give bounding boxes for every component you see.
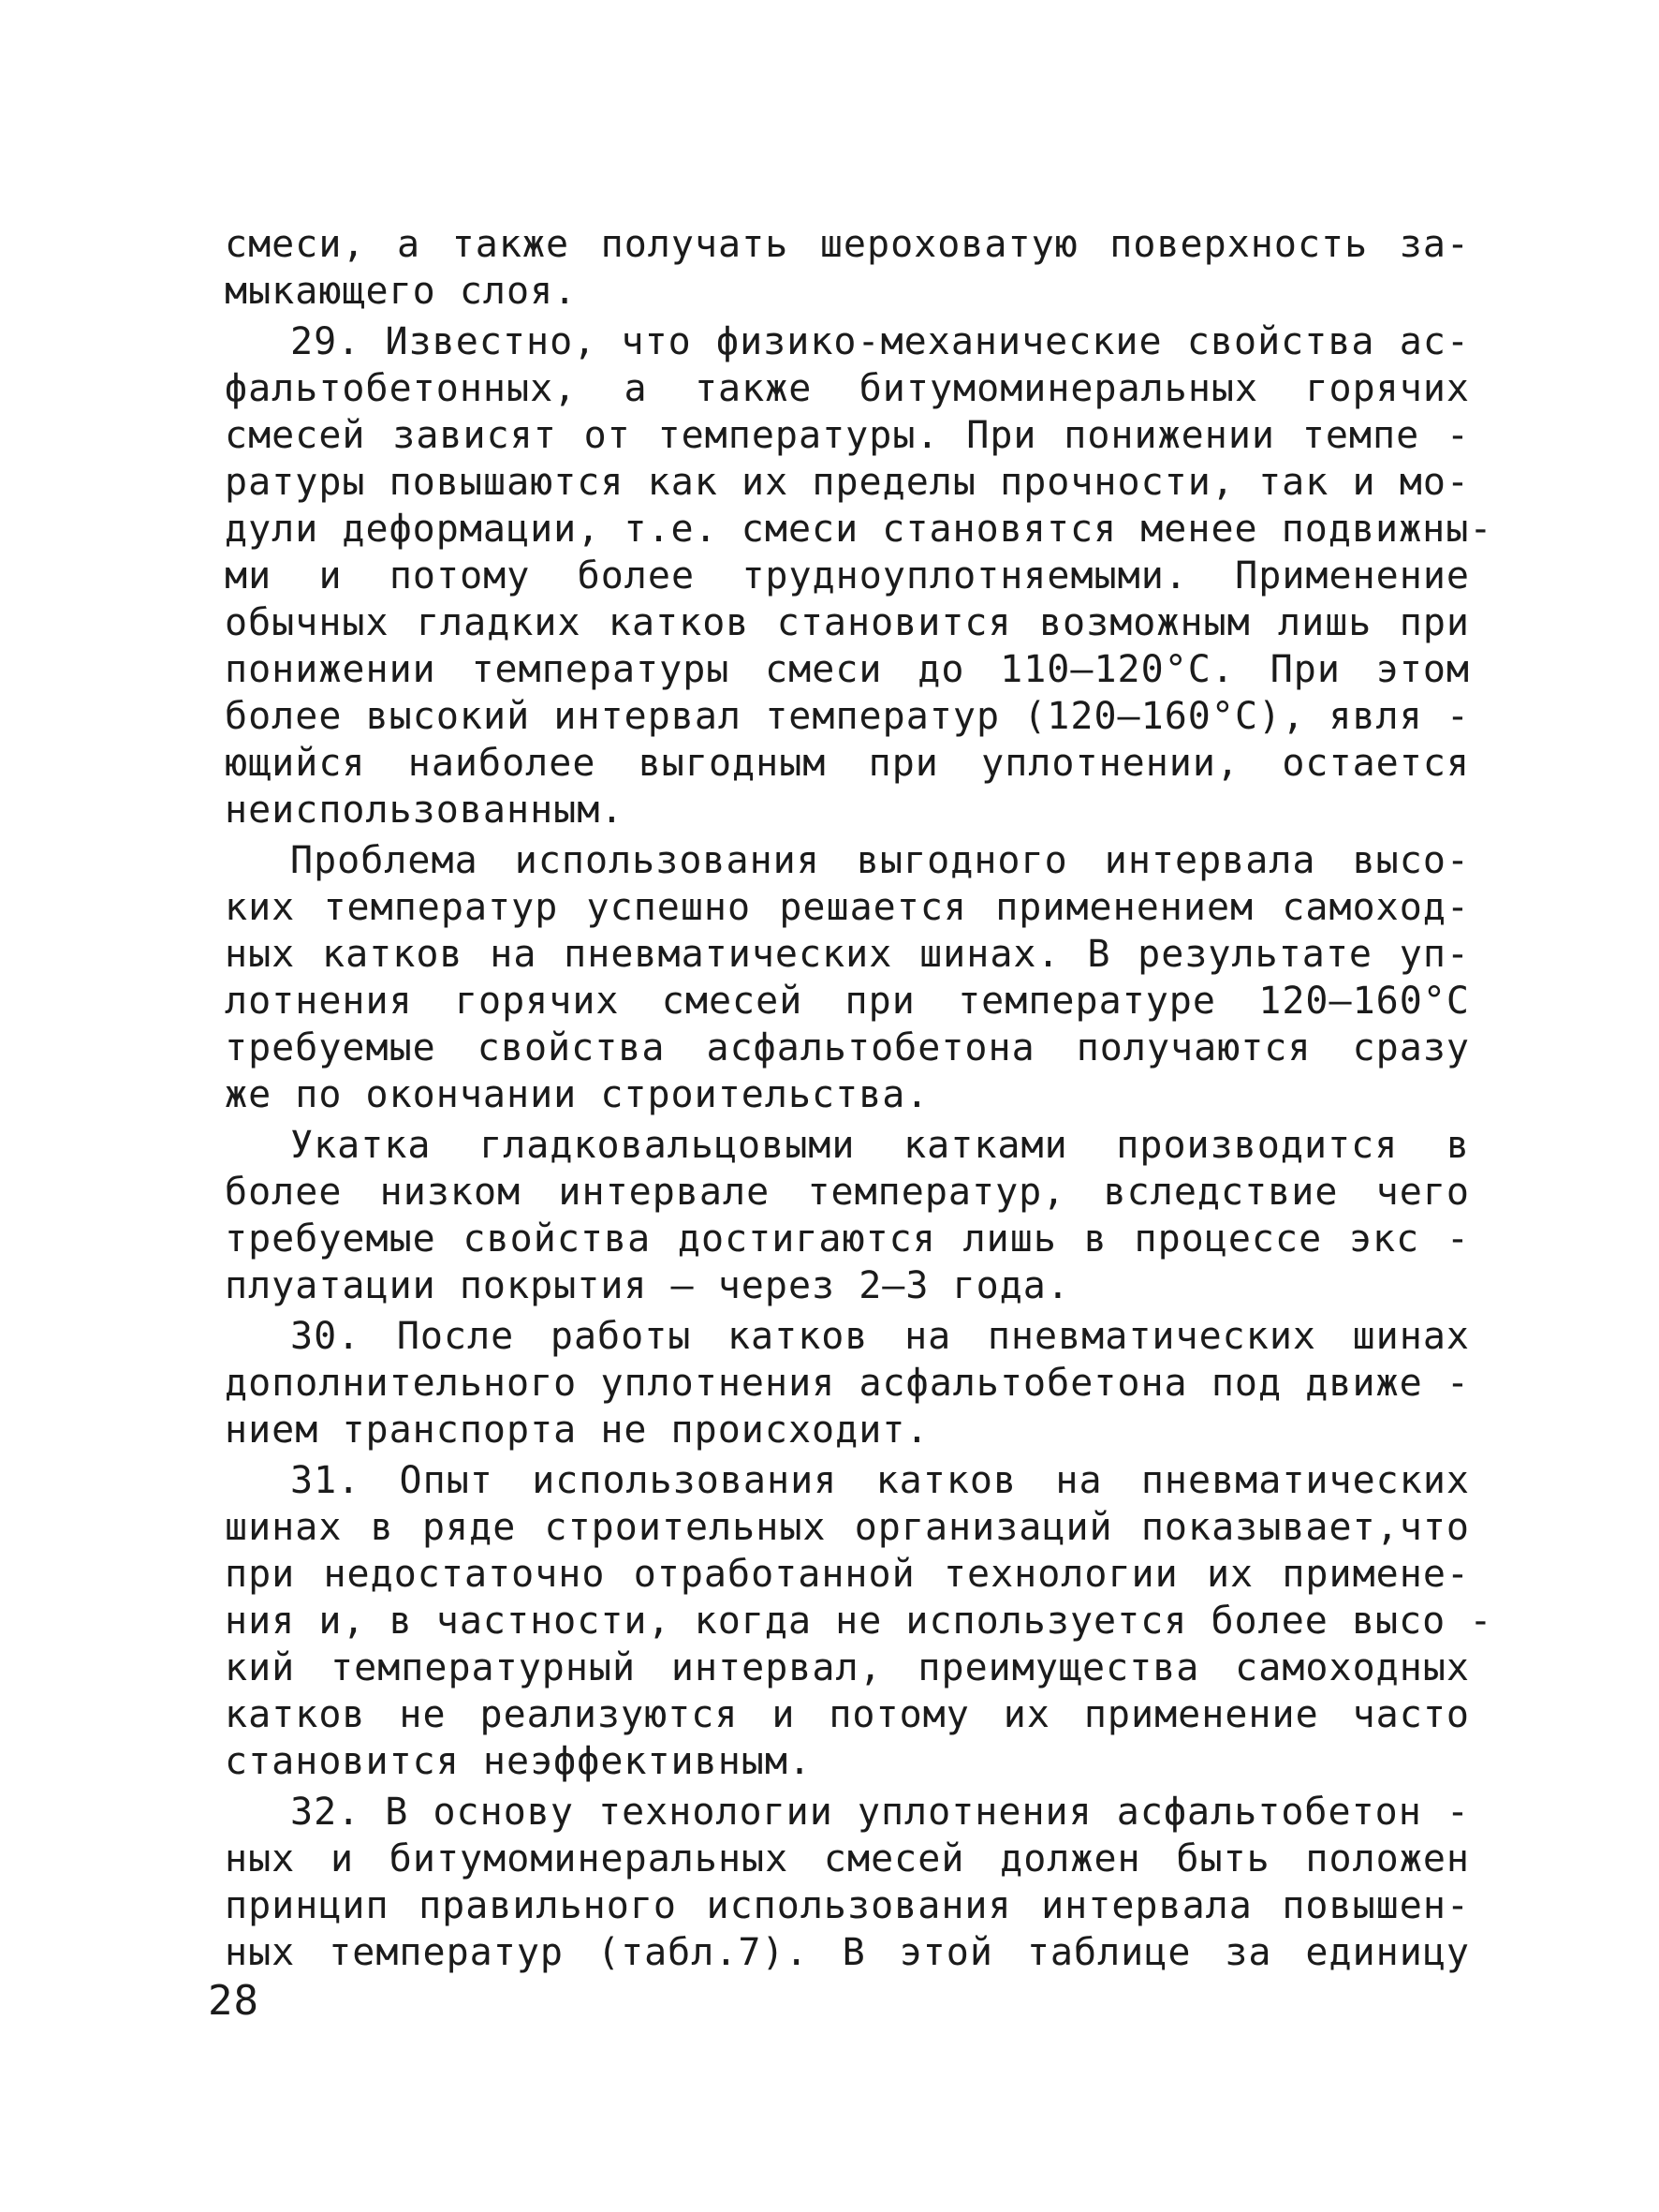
- text-line: 29. Известно, что физико-механические свойства ас-: [290, 320, 1470, 363]
- text-line: шинах в ряде строительных организаций показывает,что: [225, 1506, 1470, 1549]
- text-line: 31. Опыт использования катков на пневматических: [290, 1459, 1470, 1502]
- text-line: ных катков на пневматических шинах. В результате уп-: [225, 933, 1470, 976]
- paragraph-ukatka: [225, 1122, 1470, 1309]
- text-line: неиспользованным.: [225, 789, 624, 832]
- body-text: [225, 221, 1493, 1976]
- text-line: смеси, а также получать шероховатую поверхность за-: [225, 223, 1470, 266]
- paragraph-problem: [225, 837, 1470, 1118]
- paragraph-continuation: [225, 221, 1470, 315]
- text-line: принцип правильного использования интервала повышен-: [225, 1884, 1470, 1927]
- text-line: требуемые свойства асфальтобетона получаются сразу: [225, 1026, 1470, 1069]
- text-line: при недостаточно отработанной технологии их примене-: [225, 1553, 1470, 1596]
- text-line: ния и, в частности, когда не используется более высо -: [225, 1600, 1493, 1643]
- text-line: катков не реализуются и потому их применение часто: [225, 1693, 1470, 1736]
- paragraph-item-30: [225, 1313, 1470, 1453]
- text-line: ких температур успешно решается применением самоход-: [225, 886, 1470, 929]
- text-line: ных температур (табл.7). В этой таблице за единицу: [225, 1931, 1470, 1974]
- text-line: обычных гладких катков становится возможным лишь при: [225, 601, 1470, 644]
- text-line: более высокий интервал температур (120–160°С), явля -: [225, 695, 1470, 738]
- paragraph-item-29: [225, 318, 1493, 833]
- text-line: Укатка гладковальцовыми катками производится в: [290, 1124, 1470, 1167]
- text-line: плуатации покрытия – через 2–3 года.: [225, 1264, 1070, 1307]
- text-line: дули деформации, т.е. смеси становятся менее подвижны-: [225, 508, 1493, 551]
- paragraph-item-31: [225, 1457, 1493, 1785]
- text-line: нием транспорта не происходит.: [225, 1408, 930, 1452]
- text-line: мыкающего слоя.: [225, 270, 578, 313]
- text-line: дополнительного уплотнения асфальтобетона под движе -: [225, 1362, 1470, 1405]
- text-line: же по окончании строительства.: [225, 1073, 930, 1116]
- text-line: ющийся наиболее выгодным при уплотнении, остается: [225, 742, 1470, 785]
- text-line: ми и потому более трудноуплотняемыми. Применение: [225, 554, 1470, 597]
- text-line: фальтобетонных, а также битумоминеральных горячих: [225, 367, 1470, 410]
- page-number: 28: [208, 1977, 259, 2025]
- text-line: 30. После работы катков на пневматических шинах: [290, 1315, 1470, 1358]
- text-line: становится неэффективным.: [225, 1740, 813, 1783]
- paragraph-item-32: [225, 1789, 1470, 1976]
- text-line: 32. В основу технологии уплотнения асфальтобетон -: [290, 1791, 1470, 1834]
- text-line: более низком интервале температур, вследствие чего: [225, 1171, 1470, 1214]
- text-line: требуемые свойства достигаются лишь в процессе экс -: [225, 1217, 1470, 1261]
- text-line: лотнения горячих смесей при температуре 120–160°С: [225, 980, 1470, 1023]
- text-line: кий температурный интервал, преимущества самоходных: [225, 1646, 1470, 1689]
- text-line: ратуры повышаются как их пределы прочности, так и мо-: [225, 461, 1470, 504]
- text-line: ных и битумоминеральных смесей должен быть положен: [225, 1837, 1470, 1880]
- text-line: смесей зависят от температуры. При понижении темпе -: [225, 414, 1470, 457]
- text-line: Проблема использования выгодного интервала высо-: [290, 839, 1470, 882]
- text-line: понижении температуры смеси до 110–120°С. При этом: [225, 648, 1470, 691]
